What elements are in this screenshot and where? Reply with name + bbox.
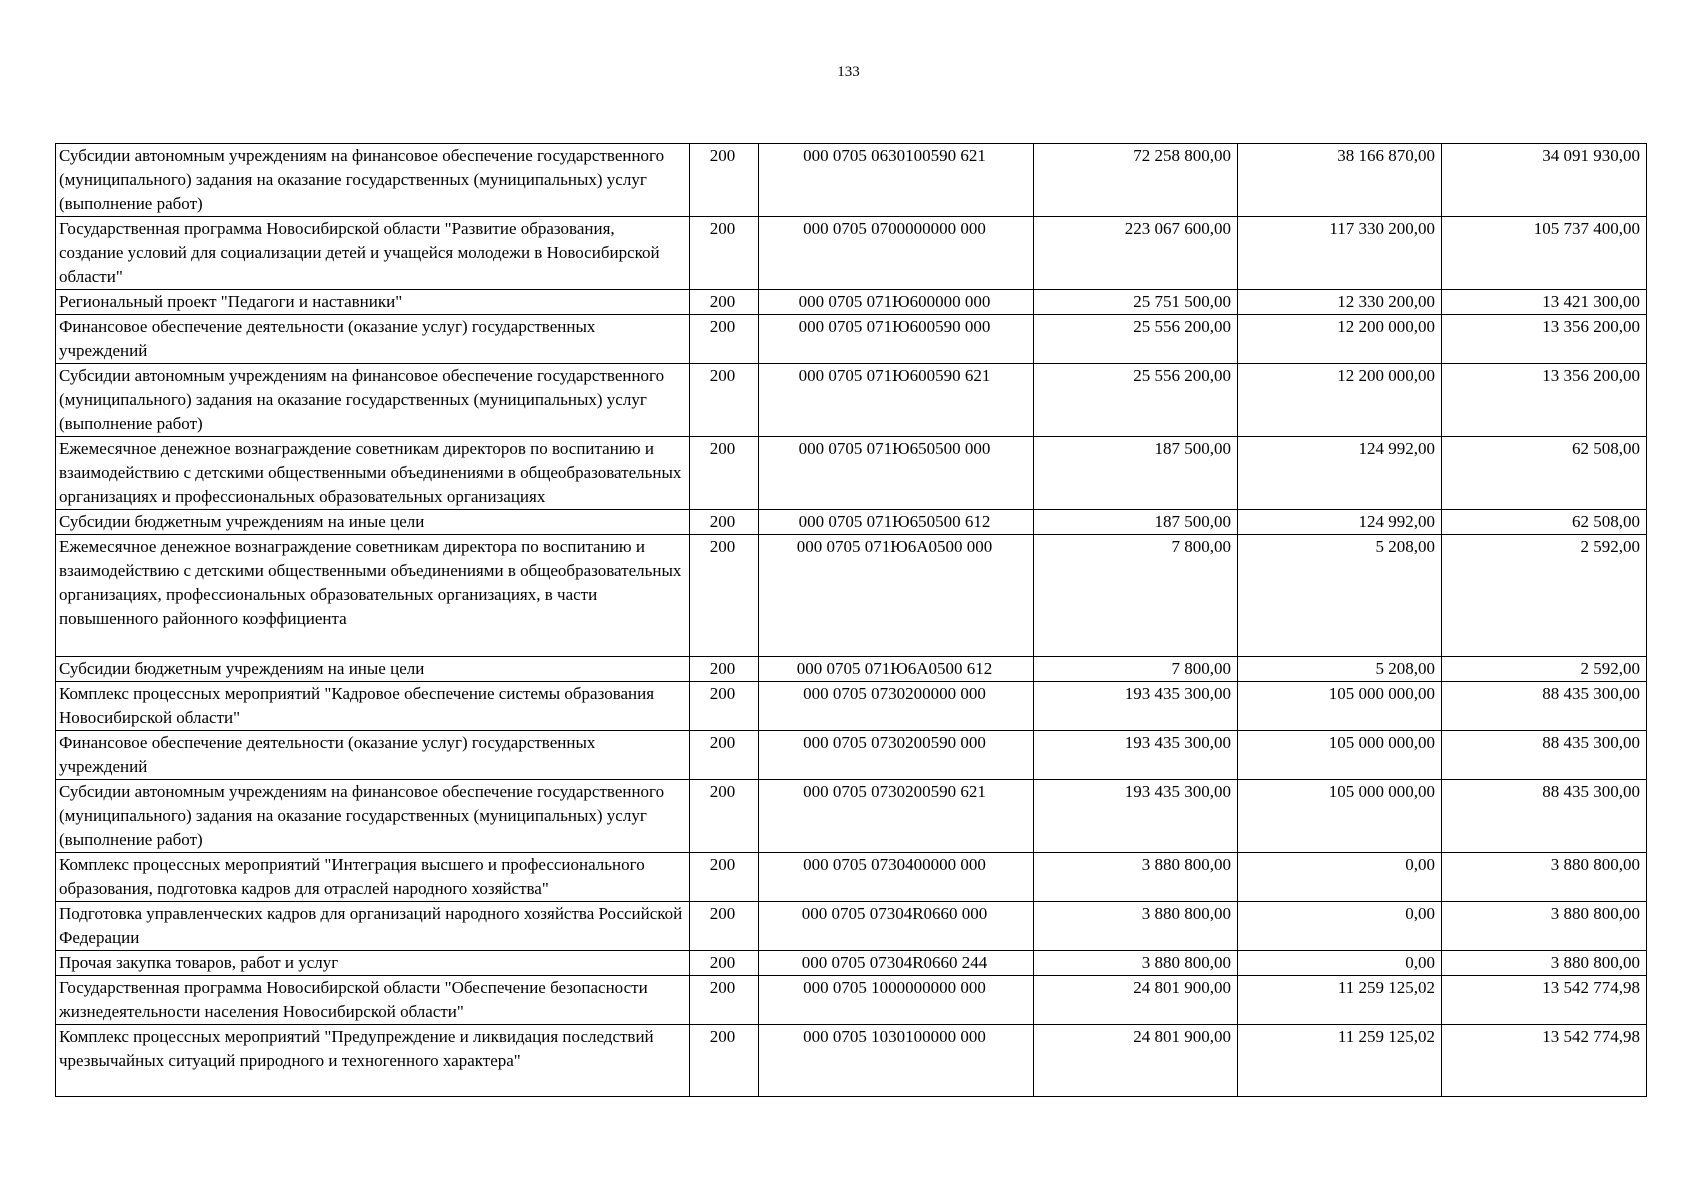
row-description: Региональный проект "Педагоги и наставники" — [56, 290, 690, 315]
row-amount-2: 124 992,00 — [1238, 437, 1442, 510]
table-row — [56, 731, 1647, 780]
row-admin-code: 200 — [690, 1025, 759, 1097]
row-budget-code: 000 0705 071Ю600000 000 — [759, 290, 1034, 315]
row-amount-2: 12 200 000,00 — [1238, 364, 1442, 437]
row-admin-code: 200 — [690, 510, 759, 535]
row-amount-1: 25 556 200,00 — [1034, 315, 1238, 364]
row-admin-code: 200 — [690, 437, 759, 510]
row-amount-2: 0,00 — [1238, 951, 1442, 976]
row-budget-code: 000 0705 0730200590 000 — [759, 731, 1034, 780]
table-row — [56, 780, 1647, 853]
table-row — [56, 290, 1647, 315]
row-amount-1: 7 800,00 — [1034, 657, 1238, 682]
row-amount-1: 193 435 300,00 — [1034, 780, 1238, 853]
table-row — [56, 315, 1647, 364]
row-budget-code: 000 0705 07304R0660 244 — [759, 951, 1034, 976]
row-amount-2: 11 259 125,02 — [1238, 1025, 1442, 1097]
row-amount-3: 105 737 400,00 — [1442, 217, 1647, 290]
row-amount-1: 72 258 800,00 — [1034, 144, 1238, 217]
row-amount-1: 187 500,00 — [1034, 510, 1238, 535]
row-amount-1: 24 801 900,00 — [1034, 976, 1238, 1025]
row-budget-code: 000 0705 071Ю6А0500 612 — [759, 657, 1034, 682]
row-admin-code: 200 — [690, 731, 759, 780]
row-admin-code: 200 — [690, 976, 759, 1025]
row-description: Субсидии автономным учреждениям на финансовое обеспечение государственного (муниципального) задания на оказание государственных (муниципальных) услуг (выполнение работ) — [56, 144, 690, 217]
row-amount-3: 13 421 300,00 — [1442, 290, 1647, 315]
row-budget-code: 000 0705 0730200590 621 — [759, 780, 1034, 853]
row-amount-1: 193 435 300,00 — [1034, 731, 1238, 780]
row-amount-3: 34 091 930,00 — [1442, 144, 1647, 217]
row-admin-code: 200 — [690, 657, 759, 682]
row-amount-1: 3 880 800,00 — [1034, 951, 1238, 976]
row-budget-code: 000 0705 0700000000 000 — [759, 217, 1034, 290]
row-amount-3: 2 592,00 — [1442, 535, 1647, 657]
row-admin-code: 200 — [690, 535, 759, 657]
row-amount-3: 3 880 800,00 — [1442, 902, 1647, 951]
row-amount-2: 12 200 000,00 — [1238, 315, 1442, 364]
row-amount-1: 24 801 900,00 — [1034, 1025, 1238, 1097]
table-row — [56, 657, 1647, 682]
row-amount-1: 7 800,00 — [1034, 535, 1238, 657]
row-description: Субсидии бюджетным учреждениям на иные цели — [56, 510, 690, 535]
table-row — [56, 682, 1647, 731]
row-amount-2: 105 000 000,00 — [1238, 780, 1442, 853]
row-admin-code: 200 — [690, 217, 759, 290]
row-budget-code: 000 0705 1030100000 000 — [759, 1025, 1034, 1097]
row-amount-2: 12 330 200,00 — [1238, 290, 1442, 315]
row-admin-code: 200 — [690, 364, 759, 437]
row-description: Комплекс процессных мероприятий "Интеграция высшего и профессионального образования, подготовка кадров для отраслей народного хозяйства" — [56, 853, 690, 902]
table-row — [56, 976, 1647, 1025]
row-description: Комплекс процессных мероприятий "Кадровое обеспечение системы образования Новосибирской области" — [56, 682, 690, 731]
row-description: Государственная программа Новосибирской области "Обеспечение безопасности жизнедеятельности населения Новосибирской области" — [56, 976, 690, 1025]
row-admin-code: 200 — [690, 682, 759, 731]
row-budget-code: 000 0705 071Ю650500 000 — [759, 437, 1034, 510]
table-row — [56, 1025, 1647, 1097]
row-amount-2: 0,00 — [1238, 902, 1442, 951]
row-budget-code: 000 0705 0630100590 621 — [759, 144, 1034, 217]
table-row — [56, 510, 1647, 535]
row-amount-2: 0,00 — [1238, 853, 1442, 902]
row-amount-3: 88 435 300,00 — [1442, 731, 1647, 780]
table-row — [56, 535, 1647, 657]
row-admin-code: 200 — [690, 144, 759, 217]
table-row — [56, 902, 1647, 951]
row-description: Субсидии автономным учреждениям на финансовое обеспечение государственного (муниципального) задания на оказание государственных (муниципальных) услуг (выполнение работ) — [56, 780, 690, 853]
row-amount-3: 13 356 200,00 — [1442, 315, 1647, 364]
row-amount-2: 11 259 125,02 — [1238, 976, 1442, 1025]
table-row — [56, 364, 1647, 437]
row-amount-2: 105 000 000,00 — [1238, 731, 1442, 780]
row-amount-1: 187 500,00 — [1034, 437, 1238, 510]
table-row — [56, 853, 1647, 902]
budget-table-body — [56, 144, 1647, 1097]
row-amount-2: 105 000 000,00 — [1238, 682, 1442, 731]
row-amount-3: 88 435 300,00 — [1442, 682, 1647, 731]
row-budget-code: 000 0705 071Ю600590 621 — [759, 364, 1034, 437]
row-amount-1: 25 556 200,00 — [1034, 364, 1238, 437]
row-budget-code: 000 0705 1000000000 000 — [759, 976, 1034, 1025]
row-description: Субсидии автономным учреждениям на финансовое обеспечение государственного (муниципального) задания на оказание государственных (муниципальных) услуг (выполнение работ) — [56, 364, 690, 437]
row-description: Ежемесячное денежное вознаграждение советникам директора по воспитанию и взаимодействию с детскими общественными объединениями в общеобразовательных организациях, профессиональных образовательных организациях, в части повышенного районного коэффициента — [56, 535, 690, 657]
row-amount-3: 88 435 300,00 — [1442, 780, 1647, 853]
row-budget-code: 000 0705 071Ю600590 000 — [759, 315, 1034, 364]
row-amount-2: 5 208,00 — [1238, 657, 1442, 682]
row-amount-1: 3 880 800,00 — [1034, 853, 1238, 902]
row-admin-code: 200 — [690, 902, 759, 951]
row-amount-2: 5 208,00 — [1238, 535, 1442, 657]
row-amount-3: 62 508,00 — [1442, 437, 1647, 510]
row-description: Государственная программа Новосибирской области "Развитие образования, создание условий для социализации детей и учащейся молодежи в Новосибирской области" — [56, 217, 690, 290]
row-description: Финансовое обеспечение деятельности (оказание услуг) государственных учреждений — [56, 731, 690, 780]
row-description: Прочая закупка товаров, работ и услуг — [56, 951, 690, 976]
row-amount-1: 223 067 600,00 — [1034, 217, 1238, 290]
row-budget-code: 000 0705 07304R0660 000 — [759, 902, 1034, 951]
row-amount-3: 3 880 800,00 — [1442, 853, 1647, 902]
row-budget-code: 000 0705 071Ю650500 612 — [759, 510, 1034, 535]
row-description: Финансовое обеспечение деятельности (оказание услуг) государственных учреждений — [56, 315, 690, 364]
row-description: Ежемесячное денежное вознаграждение советникам директоров по воспитанию и взаимодействию с детскими общественными объединениями в общеобразовательных организациях и профессиональных образовательных организациях — [56, 437, 690, 510]
row-admin-code: 200 — [690, 290, 759, 315]
row-amount-2: 38 166 870,00 — [1238, 144, 1442, 217]
page-number: 133 — [837, 64, 860, 80]
budget-table — [55, 143, 1647, 1097]
row-amount-1: 3 880 800,00 — [1034, 902, 1238, 951]
row-admin-code: 200 — [690, 853, 759, 902]
row-amount-2: 124 992,00 — [1238, 510, 1442, 535]
row-admin-code: 200 — [690, 951, 759, 976]
table-row — [56, 144, 1647, 217]
row-amount-3: 13 542 774,98 — [1442, 976, 1647, 1025]
row-description: Комплекс процессных мероприятий "Предупреждение и ликвидация последствий чрезвычайных ситуаций природного и техногенного характера" — [56, 1025, 690, 1097]
row-amount-1: 193 435 300,00 — [1034, 682, 1238, 731]
row-admin-code: 200 — [690, 315, 759, 364]
row-amount-2: 117 330 200,00 — [1238, 217, 1442, 290]
table-row — [56, 951, 1647, 976]
row-amount-3: 13 356 200,00 — [1442, 364, 1647, 437]
row-description: Субсидии бюджетным учреждениям на иные цели — [56, 657, 690, 682]
row-amount-3: 13 542 774,98 — [1442, 1025, 1647, 1097]
row-admin-code: 200 — [690, 780, 759, 853]
table-row — [56, 437, 1647, 510]
row-amount-3: 2 592,00 — [1442, 657, 1647, 682]
row-budget-code: 000 0705 0730400000 000 — [759, 853, 1034, 902]
row-amount-1: 25 751 500,00 — [1034, 290, 1238, 315]
row-description: Подготовка управленческих кадров для организаций народного хозяйства Российской Федерации — [56, 902, 690, 951]
row-amount-3: 3 880 800,00 — [1442, 951, 1647, 976]
row-budget-code: 000 0705 0730200000 000 — [759, 682, 1034, 731]
row-budget-code: 000 0705 071Ю6А0500 000 — [759, 535, 1034, 657]
row-amount-3: 62 508,00 — [1442, 510, 1647, 535]
table-row — [56, 217, 1647, 290]
